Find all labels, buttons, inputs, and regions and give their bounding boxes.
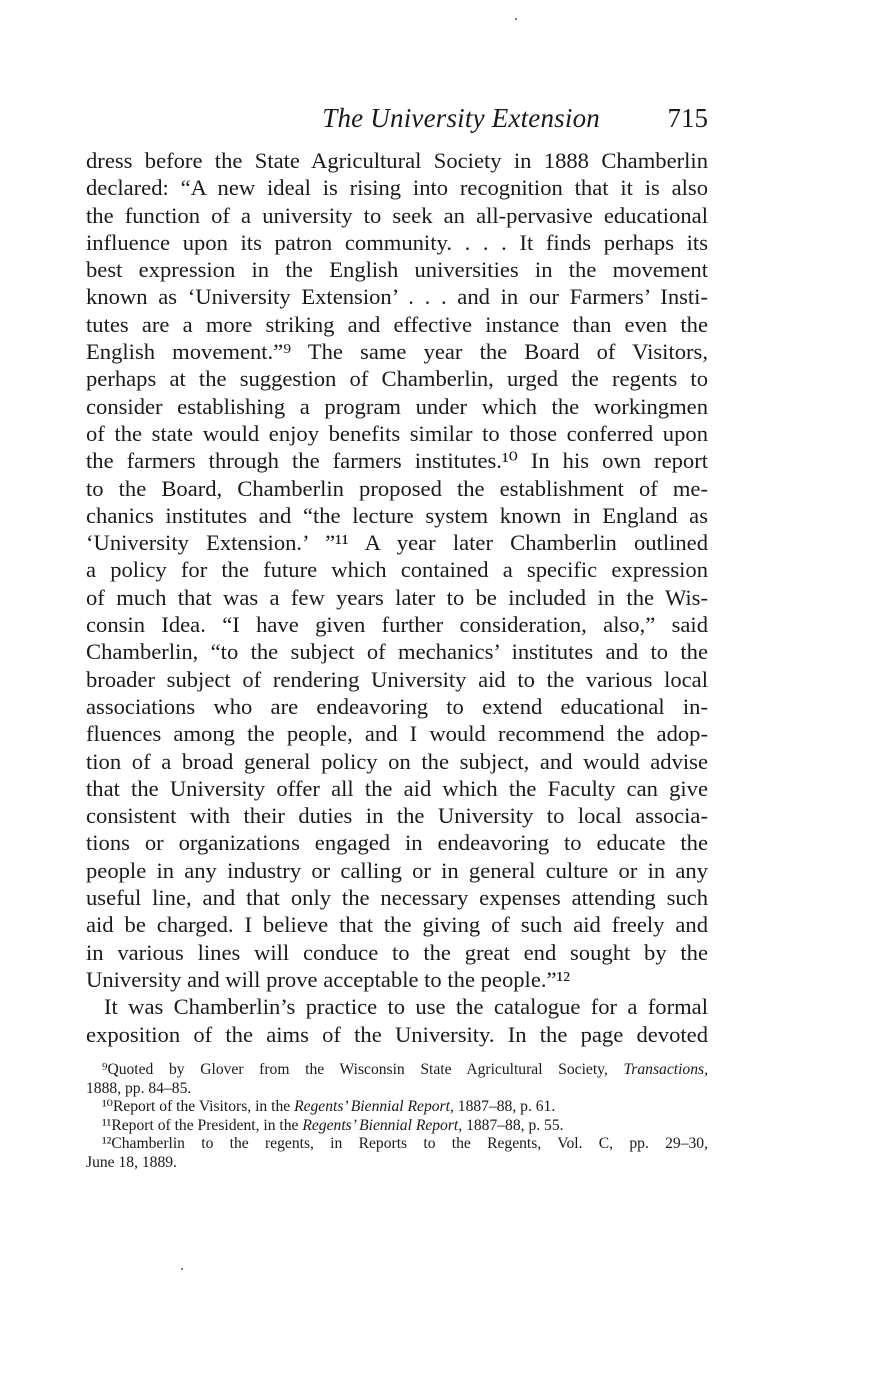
- body-line: in various lines will conduce to the great end sought by the: [86, 939, 708, 965]
- footnotes: [86, 1061, 708, 1172]
- footnote-text: 1887–88, p. 55.: [462, 1116, 564, 1134]
- footnote-marker: ¹¹: [102, 1116, 112, 1134]
- body-line: the function of a university to seek an all-pervasive educational: [86, 202, 708, 228]
- body-line: chanics institutes and “the lecture system known in England as: [86, 502, 708, 528]
- body-line: that the University offer all the aid which the Faculty can give: [86, 775, 708, 801]
- footnote-italic: Transactions,: [623, 1061, 708, 1078]
- body-line: to the Board, Chamberlin proposed the establishment of me-: [86, 475, 708, 501]
- footnote-text: 1887–88, p. 61.: [453, 1098, 556, 1115]
- body-text: [86, 147, 708, 1048]
- body-line: exposition of the aims of the University. In the page devoted: [86, 1021, 708, 1047]
- body-line: of much that was a few years later to be included in the Wis-: [86, 584, 708, 610]
- body-line: consin Idea. “I have given further consideration, also,” said: [86, 612, 708, 638]
- body-line: It was Chamberlin’s practice to use the catalogue for a formal: [104, 994, 708, 1020]
- scan-speck: [181, 1268, 183, 1270]
- footnote-10: [86, 1098, 708, 1117]
- footnote-marker: ¹²: [102, 1135, 112, 1152]
- body-line: consistent with their duties in the University to local associa-: [86, 803, 708, 829]
- body-line: ‘University Extension.’ ”¹¹ A year later Chamberlin outlined: [86, 530, 708, 556]
- body-line: the farmers through the farmers institutes.¹⁰ In his own report: [86, 448, 708, 474]
- body-line: influence upon its patron community. . . . It finds perhaps its: [86, 229, 708, 255]
- footnote-italic: Regents’ Biennial Report,: [302, 1116, 463, 1134]
- body-line: aid be charged. I believe that the giving of such aid freely and: [86, 912, 708, 938]
- body-line: tions or organizations engaged in endeavoring to educate the: [86, 830, 708, 856]
- body-line: consider establishing a program under which the workingmen: [86, 393, 708, 419]
- body-line: fluences among the people, and I would recommend the adop-: [86, 721, 708, 747]
- body-line: of the state would enjoy benefits similar to those conferred upon: [86, 420, 708, 446]
- footnote-9: [86, 1061, 708, 1080]
- footnote-text: Chamberlin to the regents, in Reports to the Regents, Vol. C, pp. 29–30,: [111, 1135, 708, 1152]
- body-line: associations who are endeavoring to extend educational in-: [86, 693, 708, 719]
- body-line: University and will prove acceptable to the people.”¹²: [86, 966, 571, 992]
- footnote-12-continued: June 18, 1889.: [86, 1153, 177, 1171]
- footnote-11: [86, 1117, 708, 1136]
- body-line: perhaps at the suggestion of Chamberlin, urged the regents to: [86, 366, 708, 392]
- body-line: people in any industry or calling or in general culture or in any: [86, 857, 708, 883]
- body-line: tion of a broad general policy on the subject, and would advise: [86, 748, 708, 774]
- body-line: known as ‘University Extension’ . . . and in our Farmers’ Insti-: [86, 284, 708, 310]
- footnote-9-continued: 1888, pp. 84–85.: [86, 1079, 192, 1097]
- body-line: tutes are a more striking and effective instance than even the: [86, 311, 708, 337]
- body-line: declared: “A new ideal is rising into recognition that it is also: [86, 175, 708, 201]
- footnote-marker: ⁹: [102, 1061, 108, 1078]
- body-line: best expression in the English universities in the movement: [86, 257, 708, 283]
- body-line: useful line, and that only the necessary expenses attending such: [86, 885, 708, 911]
- footnote-italic: Regents’ Biennial Report,: [294, 1098, 454, 1115]
- body-line: broader subject of rendering University aid to the various local: [86, 666, 708, 692]
- body-line: dress before the State Agricultural Society in 1888 Chamberlin: [86, 148, 708, 173]
- scan-speck: [515, 18, 517, 20]
- page-number: 715: [667, 103, 708, 133]
- footnote-12: [86, 1135, 708, 1154]
- footnote-marker: ¹⁰: [102, 1098, 113, 1115]
- body-line: a policy for the future which contained a specific expression: [86, 557, 708, 583]
- body-line: Chamberlin, “to the subject of mechanics’ institutes and to the: [86, 639, 708, 665]
- footnote-text: Quoted by Glover from the Wisconsin State Agricultural Society,: [107, 1061, 624, 1078]
- running-title: The University Extension: [322, 103, 600, 133]
- body-line: English movement.”⁹ The same year the Board of Visitors,: [86, 339, 708, 365]
- footnote-text: Report of the President, in the: [111, 1116, 303, 1134]
- footnote-text: Report of the Visitors, in the: [112, 1098, 295, 1115]
